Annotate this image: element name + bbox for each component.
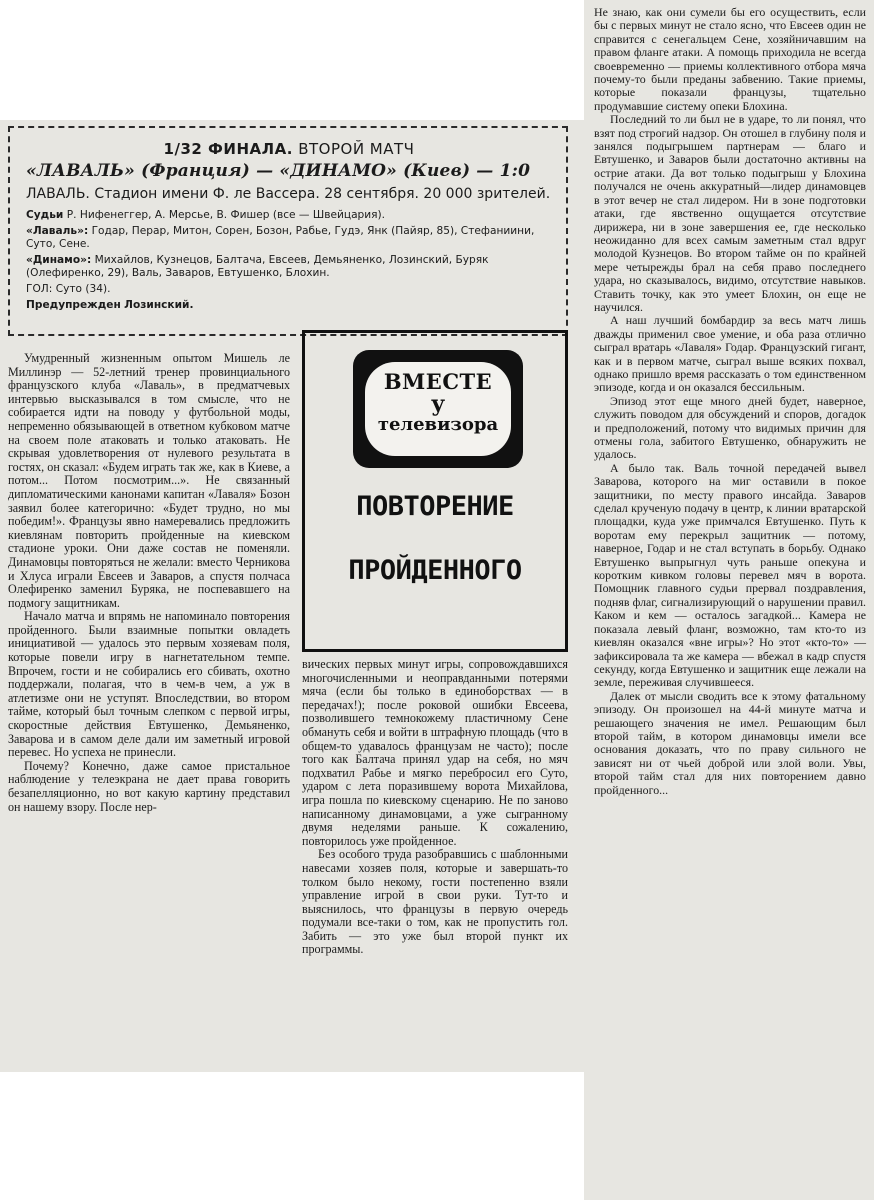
- rubric-line-3: телевизора: [377, 414, 499, 435]
- referees-line: [26, 209, 552, 222]
- rubric-box: [302, 330, 568, 652]
- goal-text: Суто (34).: [55, 283, 111, 295]
- round-line: [26, 140, 552, 158]
- paragraph: Начало матча и впрямь не напоминало повторения пройденного. Были взаимные попытки овладеть инициативой — удалось это первым хозяевам поля, которые повели игру в нагнетательном темпе. Впрочем, гости и не собирались его сбивать, охотно поддержали, полагая, что в чем-в чем, а уж в атлетизме они не уступят. Впоследствии, во втором тайме, который был точным слепком с первой игры, скоростные действия Евтушенко, Демьяненко, Заварова и в самом деле дали им заметный игровой перевес. Но успеха не принесли.: [8, 609, 290, 760]
- paragraph: Эпизод этот еще много дней будет, наверное, служить поводом для обсуждений и споров, догадок и предположений, потому что видимых причин для отмены гола, забитого Евтушенко, обнаружить не удалось.: [594, 393, 866, 462]
- article-column-3: [594, 6, 866, 797]
- warned-line: [26, 299, 552, 312]
- article-title-line-2: ПРОЙДЕННОГО: [348, 555, 522, 586]
- laval-label: «Лаваль»:: [26, 225, 89, 237]
- article-column-2: [302, 658, 568, 957]
- goal-line: [26, 283, 552, 296]
- paragraph: А было так. Валь точной передачей вывел Заварова, которого на миг оставили в покое защитники, по месту правого инсайда. Заваров сделал крученую подачу в центр, к линии вратарской площадки, куда уже примчался Евтушенко. Путь к воротам ему перекрыл защитник — потому, наверное, Годар и не стал вступать в борьбу. Однако Евтушенко выпрыгнул чуть раньше опекуна и коротким кивком головы перевел мяч в ворота. Помощник главного судьи прервал поздравления, подняв флаг, сигнализирующий о нарушении правил. Каком и кем — осталось загадкой... Камера не показала левый фланг, возможно, там кто-то из киевлян оказался «вне игры»? Но этот «кто-то» — зафиксировала та же камера — вбежал в кадр спустя секунду, когда Евтушенко и защитник еще лежали на земле, переживая случившееся.: [594, 460, 866, 690]
- match-header-box: [8, 126, 568, 336]
- laval-text: Годар, Перар, Митон, Сорен, Бозон, Рабье, Гудэ, Янк (Пайяр, 85), Стефаниини, Суто, Сене.: [26, 225, 535, 250]
- dynamo-lineup: [26, 254, 552, 280]
- rubric-line-2: у: [430, 391, 446, 417]
- match-teams-score: «ЛАВАЛЬ» (Франция) — «ДИНАМО» (Киев) — 1:0: [26, 161, 531, 181]
- paragraph: Последний то ли был не в ударе, то ли понял, что взят под строгий надзор. Он отошел в глубину поля и занялся подыгрышем партнерам — благо и Евтушенко, и Заваров были достаточно активны на острие атаки. Да вот только подыгрыш у Блохина получался не очень аккуратный—лидер динамовцев в этот вечер не стал лидером. Ни в зоне подготовки атаки, где явственно ощущается отсутствие дирижера, ни в зоне завершения ее, где несколько неожиданно для всех самым заметным стал вдруг молодой Кузнецов. Во втором тайме он по крайней мере четырежды брал на себя право последнего удара, но сказывалось, видимо, отсутствие навыков. Ставить точку, как это умеет Блохин, он еще не научился.: [594, 112, 866, 314]
- warned-text: Лозинский.: [124, 299, 194, 311]
- paragraph: Не знаю, как они сумели бы его осуществить, если бы с первых минут не стало ясно, что Евсеев один не справится с сенегальцем Сене, хозяйничавшим на правом фланге атаки. А помощь приходила не всегда своевременно — приемы коллективного отбора мяча почему-то были преданы забвению. Такие приемы, которые показали французы, тщательно продумавшие систему опеки Блохина.: [594, 5, 866, 113]
- round-label: 1/32 ФИНАЛА.: [163, 140, 293, 158]
- paragraph: Умудренный жизненным опытом Мишель ле Миллинэр — 52-летний тренер провинциального французского клуба «Лаваль», в предматчевых интервью высказывался в том смысле, что не собирается идти на поводу у футбольной моды, непременно обязывающей в ответном кубковом матче на своем поле атаковать и только атаковать. Не скрывая удовлетворения от нулевого результата в гостях, он сказал: «Будем играть так же, как в Киеве, а потом... Потом посмотрим...». Не связанный дипломатическими канонами капитан «Лаваля» Бозон заявил более категорично: «Будет трудно, но мы победим!». Французы явно намеревались предложить киевлянам повторить пройденные на киевском стадионе уроки. Они даже состав не поменяли. Динамовцы повторяться не желали: вместо Черникова и Хлуса играли Евсеев и Заваров, а спустя полчаса Олефиренко заменил Буряка, не поспевавшего на подмогу защитникам.: [8, 351, 290, 610]
- paragraph: Почему? Конечно, даже самое пристальное наблюдение у телеэкрана не дает права говорить безапелляционно, но вот какую картину представил он нашему взору. После нер-: [8, 758, 290, 814]
- tv-screen-label: [365, 362, 511, 456]
- match-number: ВТОРОЙ МАТЧ: [298, 140, 415, 158]
- paragraph: А наш лучший бомбардир за весь матч лишь дважды применил свое умение, и оба раза отлично сыграл вратарь «Лаваля» Годар. Французский гигант, как и в первом матче, сыграл выше всяких похвал, однако пришло время рассказать о том единственном эпизоде, когда и он оказался бессильным.: [594, 313, 866, 395]
- goal-label: ГОЛ:: [26, 283, 53, 295]
- match-venue: ЛАВАЛЬ. Стадион имени Ф. ле Вассера. 28 сентября. 20 000 зрителей.: [26, 186, 551, 202]
- article-column-1: [8, 352, 290, 814]
- dynamo-text: Михайлов, Кузнецов, Балтача, Евсеев, Демьяненко, Лозинский, Буряк (Олефиренко, 29), Валь, Заваров, Евтушенко, Блохин.: [26, 254, 489, 279]
- referees-text: Р. Нифенеггер, А. Мерсье, В. Фишер (все — Швейцария).: [66, 209, 386, 221]
- paragraph: Без особого труда разобравшись с шаблонными навесами хозяев поля, которые и завершать-то толком было некому, гости постепенно взяли управление игрой в свои руки. Тут-то и выяснилось, что французы в первую очередь подумали все-таки о том, как не пропустить гол. Забить — это уже был второй пункт их программы.: [302, 847, 568, 957]
- warned-label: Предупрежден: [26, 299, 121, 311]
- article-title-line-1: ПОВТОРЕНИЕ: [356, 491, 514, 522]
- dynamo-label: «Динамо»:: [26, 254, 92, 266]
- tv-icon: [353, 350, 523, 468]
- paragraph: Далек от мысли сводить все к этому фатальному эпизоду. Он произошел на 44-й минуте матча и решающего значения не имел. Решающим был второй тайм, в котором динамовцы имели все основания доказать, что по праву сильного не зависят ни от чьей доброй или злой воли. Увы, второй тайм стал для них повторением давно пройденного...: [594, 688, 866, 797]
- laval-lineup: [26, 225, 552, 251]
- referees-label: Судьи: [26, 209, 64, 221]
- rubric-line-1: ВМЕСТЕ: [383, 369, 493, 394]
- paragraph: вических первых минут игры, сопровождавшихся многочисленными и неоправданными потерями мяча (если бы только в единоборствах — в передачах!); после роковой ошибки Евсеева, позволившего темнокожему пластичному Сене обмануть себя и войти в штрафную площадь (что в общем-то удавалось французам не часто); после того как Балтача принял удар на себя, но мяч подхватил Рабье и мягко перебросил его Суто, ударом с лета поразившему ворота Михайлова, игра пошла по киевскому сценарию. Не по заново написанному динамовцами, а уже сыгранному двумя неделями раньше. К сожалению, повторилось уже пройденное.: [302, 657, 568, 848]
